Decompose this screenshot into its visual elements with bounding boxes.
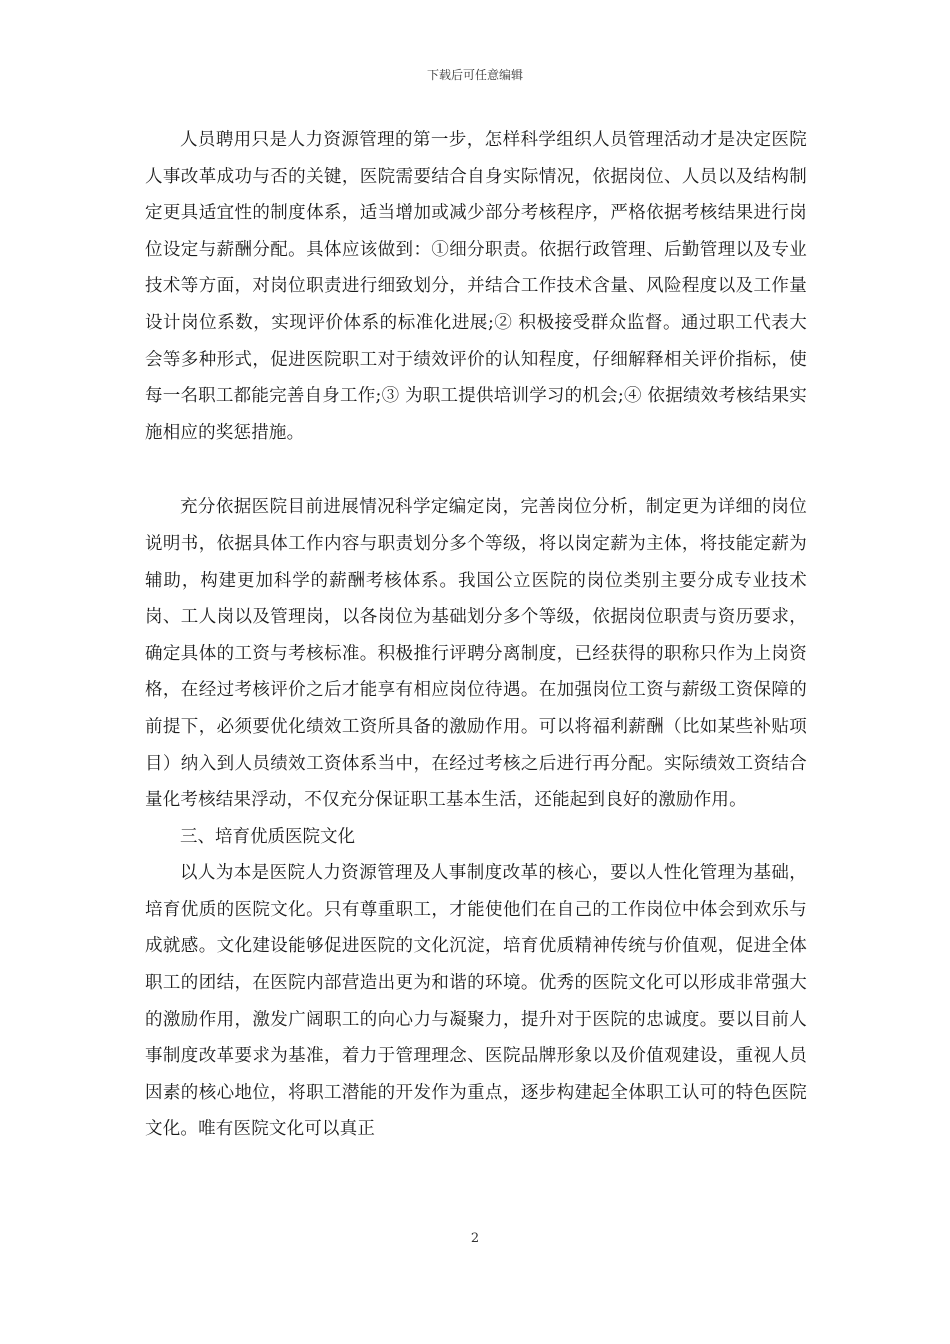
paragraph-hospital-culture: 以人为本是医院人力资源管理及人事制度改革的核心，要以人性化管理为基础，培育优质的医院文化。只有尊重职工，才能使他们在自己的工作岗位中体会到欢乐与成就感。文化建设能够促进医院的文化沉淀，培育优质精神传统与价值观，促进全体职工的团结，在医院内部营造出更为和谐的环境。优秀的医院文化可以形成非常强大的激励作用，激发广阔职工的向心力与凝聚力，提升对于医院的忠诚度。要以目前人事制度改革要求为基准，着力于管理理念、医院品牌形象以及价值观建设，重视人员因素的核心地位，将职工潜能的开发作为重点，逐步构建起全体职工认可的特色医院文化。唯有医院文化可以真正 [145,863,807,1140]
page-number: 2 [470,1231,480,1246]
paragraph-spacer [145,451,807,489]
paragraph-job-responsibilities: 人员聘用只是人力资源管理的第一步，怎样科学组织人员管理活动才是决定医院人事改革成功与否的关键，医院需要结合自身实际情况，依据岗位、人员以及结构制定更具适宜性的制度体系，适当增加或减少部分考核程序，严格依据考核结果进行岗位设定与薪酬分配。具体应该做到：①细分职责。依据行政管理、后勤管理以及专业技术等方面，对岗位职责进行细致划分，并结合工作技术含量、风险程度以及工作量设计岗位系数，实现评价体系的标准化进展;② 积极接受群众监督。通过职工代表大会等多种形式，促进医院职工对于绩效评价的认知程度，仔细解释相关评价指标，使每一名职工都能完善自身工作;③ 为职工提供培训学习的机会;④ 依据绩效考核结果实施相应的奖惩措施。 [145,130,807,443]
page-header: 下载后可任意编辑 [426,68,523,82]
paragraph-salary-system: 充分依据医院目前进展情况科学定编定岗，完善岗位分析，制定更为详细的岗位说明书，依据具体工作内容与职责划分多个等级，将以岗定薪为主体，将技能定薪为辅助，构建更加科学的薪酬考核体系。我国公立医院的岗位类别主要分成专业技术岗、工人岗以及管理岗，以各岗位为基础划分多个等级，依据岗位职责与资历要求，确定具体的工资与考核标准。积极推行评聘分离制度，已经获得的职称只作为上岗资格，在经过考核评价之后才能享有相应岗位待遇。在加强岗位工资与薪级工资保障的前提下，必须要优化绩效工资所具备的激励作用。可以将福利薪酬（比如某些补贴项目）纳入到人员绩效工资体系当中，在经过考核之后进行再分配。实际绩效工资结合量化考核结果浮动，不仅充分保证职工基本生活，还能起到良好的激励作用。 [145,497,807,811]
body-content [145,122,807,1148]
section-heading: 三、培育优质医院文化 [180,826,355,847]
